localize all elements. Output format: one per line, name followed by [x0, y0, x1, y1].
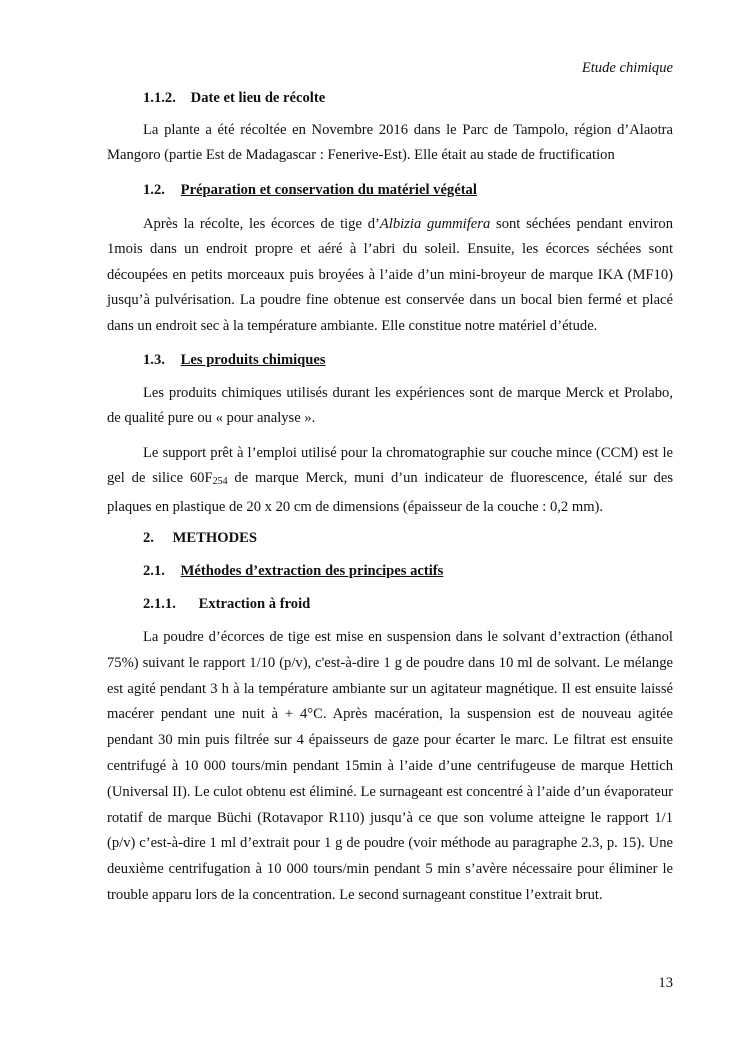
- paragraph-preparation: [107, 212, 673, 339]
- paragraph-cold-extraction: La poudre d’écorces de tige est mise en suspension dans le solvant d’extraction (éthanol 75%) suivant le rapport 1/10 (p/v), c'est-à-dire 1 g de poudre dans 10 ml de solvant. Le mélange est agité pendant 3 h à la température ambiante sur un agitateur magnétique. Il est ensuite laissé macérer pendant une nuit à + 4°C. Après macération, la suspension est de nouveau agitée pendant 30 min puis filtrée sur 4 épaisseurs de gaze pour écarter le marc. Le filtrat est ensuite centrifugé à 10 000 tours/min pendant 15min à l’aide d’une centrifugeuse de marque Hettich (Universal II). Le culot obtenu est éliminé. Le surnageant est concentré à l’aide d’un évaporateur rotatif de marque Büchi (Rotavapor R110) jusqu’à ce que son volume atteigne le rapport 1/1 (p/v) c’est-à-dire 1 ml d’extrait pour 1 g de poudre (voir méthode au paragraphe 2.3, p. 15). Une deuxième centrifugation à 10 000 tours/min pendant 5 min s’avère nécessaire pour éliminer le trouble apparu lors de la concentration. Le second surnageant constitue l’extrait brut.: [107, 629, 673, 903]
- heading-number: 1.2.: [143, 182, 165, 198]
- text: Après la récolte, les écorces de tige d’: [143, 216, 380, 232]
- heading-number: 1.1.2.: [143, 90, 176, 106]
- heading-number: 1.3.: [143, 352, 165, 368]
- heading-number: 2.1.1.: [143, 596, 176, 612]
- heading-title: Date et lieu de récolte: [190, 90, 326, 106]
- page-number: 13: [658, 975, 673, 991]
- text: de marque Merck, muni d’un indicateur de fluorescence, étalé sur des plaques en plastique de 20 x 20 cm de dimensions (épaisseur de la couche : 0,2 mm).: [107, 470, 673, 515]
- heading-title: Extraction à froid: [198, 596, 311, 612]
- heading-2: [107, 526, 709, 551]
- heading-2-1-1: [107, 592, 709, 617]
- heading-1-3: [107, 348, 709, 373]
- heading-number: 2.: [143, 530, 154, 546]
- heading-title: Méthodes d’extraction des principes actifs: [180, 563, 444, 579]
- text: Le support prêt à l’emploi utilisé pour la chromatographie sur couche mince (CCM) est le gel de silice 60F: [107, 445, 673, 487]
- heading-title: METHODES: [172, 530, 257, 546]
- heading-2-1: [107, 559, 709, 584]
- heading-1-1-2: [107, 86, 709, 111]
- heading-title: Les produits chimiques: [180, 352, 326, 368]
- text: sont séchées pendant environ 1mois dans un endroit propre et aéré à l’abri du soleil. Ensuite, les écorces séchées sont découpées en petits morceaux puis broyées à l’aide d’un mini-broyeur de marque IKA (MF10) jusqu’à pulvérisation. La poudre fine obtenue est conservée dans un bocal bien fermé et placé dans un endroit sec à la température ambiante. Elle constitue notre matériel d’étude.: [107, 216, 673, 334]
- paragraph-chemicals: Les produits chimiques utilisés durant les expériences sont de marque Merck et Prolabo, de qualité pure ou « pour analyse ».: [107, 385, 673, 427]
- paragraph-harvest: La plante a été récoltée en Novembre 2016 dans le Parc de Tampolo, région d’Alaotra Mangoro (partie Est de Madagascar : Fenerive-Est). Elle était au stade de fructification: [107, 122, 673, 164]
- paragraph-tlc-support: [107, 441, 673, 520]
- heading-title: Préparation et conservation du matériel végétal: [180, 182, 477, 198]
- species-name: Albizia gummifera: [379, 216, 491, 232]
- heading-number: 2.1.: [143, 563, 165, 579]
- running-header: Etude chimique: [581, 60, 673, 76]
- subscript: 254: [212, 476, 228, 488]
- heading-1-2: [107, 178, 709, 203]
